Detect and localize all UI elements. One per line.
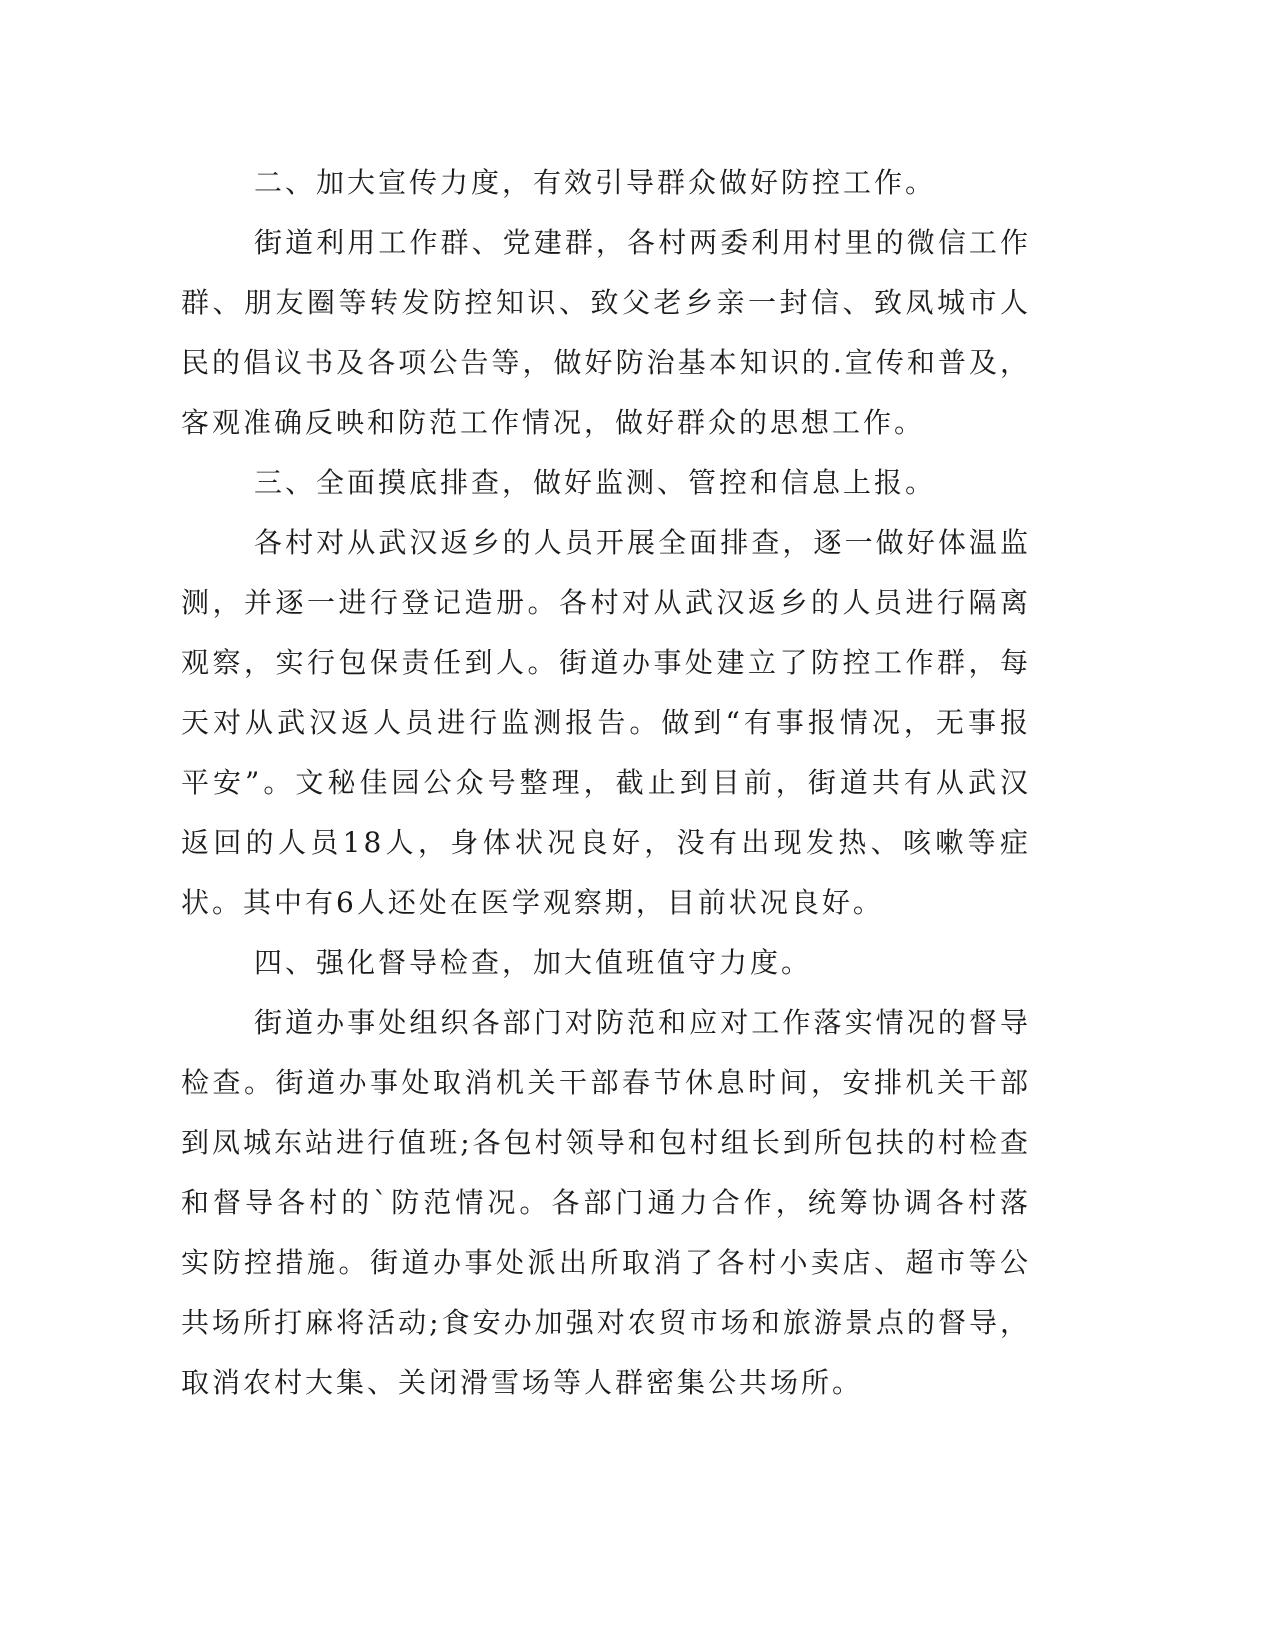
paragraph-supervision: 街道办事处组织各部门对防范和应对工作落实情况的督导检查。街道办事处取消机关干部春节休息时间，安排机关干部到凤城东站进行值班;各包村领导和包村组长到所包扶的村检查和督导各村的`防范情况。各部门通力合作，统筹协调各村落实防控措施。街道办事处派出所取消了各村小卖店、超市等公共场所打麻将活动;食安办加强对农贸市场和旅游景点的督导，取消农村大集、关闭滑雪场等人群密集公共场所。: [181, 1006, 1031, 1399]
section-heading-two: 二、加大宣传力度，有效引导群众做好防控工作。: [254, 166, 937, 199]
section-heading-four: 四、强化督导检查，加大值班值守力度。: [254, 946, 813, 979]
document-body: [181, 153, 1031, 1413]
paragraph-publicity: 街道利用工作群、党建群，各村两委利用村里的微信工作群、朋友圈等转发防控知识、致父老乡亲一封信、致凤城市人民的倡议书及各项公告等，做好防治基本知识的.宣传和普及，客观准确反映和防范工作情况，做好群众的思想工作。: [181, 226, 1031, 439]
section-heading-three: 三、全面摸底排查，做好监测、管控和信息上报。: [254, 466, 937, 499]
paragraph-screening: 各村对从武汉返乡的人员开展全面排查，逐一做好体温监测，并逐一进行登记造册。各村对从武汉返乡的人员进行隔离观察，实行包保责任到人。街道办事处建立了防控工作群，每天对从武汉返人员进行监测报告。做到“有事报情况，无事报平安”。文秘佳园公众号整理，截止到目前，街道共有从武汉返回的人员18人，身体状况良好，没有出现发热、咳嗽等症状。其中有6人还处在医学观察期，目前状况良好。: [181, 526, 1031, 919]
